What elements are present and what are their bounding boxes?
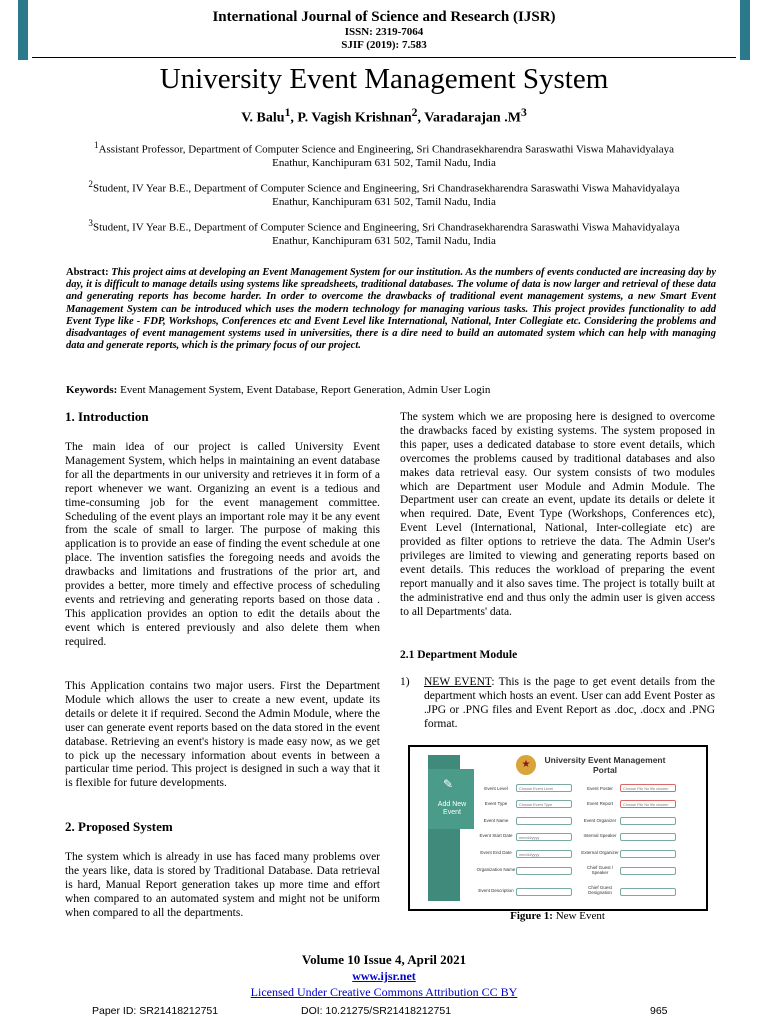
event-description-input: [516, 888, 572, 896]
journal-sjif: SJIF (2019): 7.583: [341, 39, 427, 51]
affiliation-line: Enathur, Kanchipuram 631 502, Tamil Nadu, India: [272, 234, 496, 247]
form-label: Event Poster: [587, 786, 613, 791]
internal-speaker-input: [620, 833, 676, 841]
form-label: Event Type: [484, 801, 508, 806]
abstract-label: Abstract:: [66, 267, 109, 278]
author-name: P. Vagish Krishnan: [297, 110, 412, 126]
form-label: Chief Guest Designation: [588, 885, 612, 895]
license-link[interactable]: Licensed Under Creative Commons Attribution CC BY: [250, 985, 518, 999]
author-list: [0, 106, 768, 127]
figure-caption-text: New Event: [555, 910, 605, 922]
keywords: [66, 384, 716, 396]
affiliation-line: Enathur, Kanchipuram 631 502, Tamil Nadu, India: [272, 156, 496, 169]
affiliation-number: 2: [88, 179, 93, 189]
paragraph: This Application contains two major users. First the Department Module which allows the user to create a new event, update its details or delete it if required. Second the Admin Module, where the user can generate event reports based on the data stored in the event database. Retrieving an event's history is made easy now, as we get to pick up the necessary information about events in between a particular time period. This project is designed in such a way that it is flexible for future developments.: [65, 680, 380, 790]
paragraph: The main idea of our project is called University Event Management System, which helps in maintaining an event database for all the departments in our university and retrieves it in form of a report whenever we want. Organizing an event is a tedious and time-consuming job for the event management committee. Scheduling of the event plays an important role may it be any event from the scale of small to larger. The purpose of making this application is to provide an ease of finding the event schedule at one place. The invention satisfies the foregoing needs and avoids the drawbacks and limitations and frustrations of the prior art, and provides a better, more timely and effective process of scheduling events and retrieving and generating reports based on those data . This application provides an option to edit the details about the event which is entered previously and also delete them when required.: [65, 441, 380, 648]
form-label: Chief Guest / Speaker: [586, 865, 614, 875]
event-level-select: Choose Event Level: [516, 784, 572, 792]
page-number: 965: [650, 1005, 668, 1017]
paragraph: The system which is already in use has faced many problems over the years like, data is stored by Traditional Database. Data retrieval is hard, Manual Report generation takes up more time and effort when compared to an automated system and might not be uniform when compared to all the departments.: [65, 851, 380, 919]
intro-paragraph-1: [65, 441, 380, 650]
keywords-text: Event Management System, Event Database, Report Generation, Admin User Login: [120, 384, 491, 396]
form-label: Internal Speaker: [583, 833, 617, 838]
form-label: Event Organizer: [583, 818, 617, 823]
event-name-input: [516, 817, 572, 825]
journal-name: International Journal of Science and Research (IJSR): [212, 9, 556, 25]
university-logo: ★: [516, 755, 536, 775]
proposed-system-heading: 2. Proposed System: [65, 819, 173, 834]
figure-caption-label: Figure 1:: [510, 910, 553, 922]
author-separator: ,: [417, 110, 425, 126]
affiliation-2: [60, 178, 708, 209]
intro-paragraph-2: [65, 680, 380, 791]
new-event-term: NEW EVENT: [424, 676, 492, 688]
author-affiliation-number: 2: [411, 106, 418, 119]
department-module-heading-block: [400, 649, 715, 663]
portal-title: University Event Management Portal: [544, 755, 666, 775]
form-label: Event Name: [483, 818, 509, 823]
affiliation-line: Student, IV Year B.E., Department of Computer Science and Engineering, Sri Chandrasekharendra Saraswathi Viswa Mahavidyalaya: [92, 182, 680, 195]
paragraph: The system which we are proposing here is designed to overcome the drawbacks faced by existing systems. The system proposed in this paper, uses a dedicated database to store event details, which overcomes the problems caused by traditional databases and also makes data retrieval easy. Our system consists of two modules which are Department user Module and Admin Module. The Department user can create an event, update its details or delete it when required. Date, Event Type (Workshops, Conferences etc), Event Level (International, National, Inter-collegiate etc) are provided as filter options to retrieve the data. The Admin User's privileges are limited to viewing and generating reports based on event details. This reduces the workload of preparing the event report manually and it also saves time. The project is totally built at the administrative end and thus only the admin user is given access to all Departments' data.: [400, 411, 715, 618]
form-label: Event Start Date: [479, 833, 513, 838]
new-event-screenshot: [408, 745, 708, 911]
event-organizer-input: [620, 817, 676, 825]
list-number: 1): [400, 676, 410, 688]
new-event-description: : This is the page to get event details from the department which hosts an event. User can add Event Poster as .JPG or .PNG files and Event Report as .doc, .docx and .PNG format.: [424, 676, 715, 730]
form-label: External Organizer: [581, 850, 619, 855]
event-poster-file-input: Choose File No file chosen: [620, 784, 676, 792]
paper-id: Paper ID: SR21418212751: [92, 1005, 219, 1017]
introduction-heading: 1. Introduction: [65, 409, 149, 424]
journal-issn: ISSN: 2319-7064: [344, 26, 424, 38]
chief-guest-input: [620, 867, 676, 875]
header-divider: [32, 57, 736, 58]
affiliation-3: [60, 217, 708, 248]
paper-title: University Event Management System: [159, 63, 609, 95]
keywords-label: Keywords:: [66, 384, 118, 396]
journal-header: [0, 8, 768, 52]
add-new-event-label: Add New Event: [437, 801, 467, 816]
edit-icon: ✎: [442, 777, 454, 791]
start-date-input: mm/dd/yyyy: [516, 833, 572, 841]
proposed-paragraph-1: [65, 851, 380, 921]
chief-guest-designation-input: [620, 888, 676, 896]
end-date-input: mm/dd/yyyy: [516, 850, 572, 858]
affiliation-line: Enathur, Kanchipuram 631 502, Tamil Nadu, India: [272, 195, 496, 208]
form-label: Event Report: [586, 801, 614, 806]
author-name: Varadarajan .M: [424, 110, 521, 126]
department-module-heading: 2.1 Department Module: [400, 649, 518, 661]
external-organizer-input: [620, 850, 676, 858]
affiliation-number: 3: [88, 218, 93, 228]
event-type-select: Choose Event Type: [516, 800, 572, 808]
proposed-paragraph-2: [400, 411, 715, 620]
author-affiliation-number: 1: [284, 106, 291, 119]
author-separator: ,: [290, 110, 298, 126]
form-label: Organization Name: [476, 867, 516, 872]
organization-name-input: [516, 867, 572, 875]
figure-caption: [400, 910, 715, 922]
author-affiliation-number: 3: [520, 106, 527, 119]
form-label: Event Description: [478, 888, 514, 893]
event-report-file-input: Choose File No file chosen: [620, 800, 676, 808]
intro-heading-block: [65, 410, 380, 424]
journal-url-link[interactable]: www.ijsr.net: [352, 969, 416, 983]
form-label: Event End Date: [480, 850, 512, 855]
list-item-body: [424, 676, 715, 732]
affiliation-1: [60, 139, 708, 170]
doi: DOI: 10.21275/SR21418212751: [301, 1005, 452, 1017]
abstract-text: This project aims at developing an Event Management System for our institution. As the numbers of events conducted are increasing day by day, it is difficult to manage details using systems like spreadsheets, traditional databases. The volume of data is now larger and retrieval of these data and generating reports has become harder. In order to overcome the drawbacks of traditional event management systems, a new Smart Event Management System can be introduced which uses the modern technology for managing various tasks. This project provides functionality to add Event Type like - FDP, Workshops, Conferences etc and Event Level like International, National, Inter Collegiate etc. Considering the problems and disadvantages of event management systems used in universities, there is a dire need to build an automated system which can help with managing data and generate reports, which is the primary focus of our project.: [66, 267, 716, 352]
author-name: V. Balu: [241, 110, 285, 126]
form-label: Event Level: [484, 786, 508, 791]
abstract: [66, 267, 716, 352]
affiliation-number: 1: [93, 140, 99, 150]
affiliation-line: Student, IV Year B.E., Department of Computer Science and Engineering, Sri Chandrasekharendra Saraswathi Viswa Mahavidyalaya: [92, 221, 680, 234]
proposed-heading-block: [65, 820, 380, 834]
volume-issue: Volume 10 Issue 4, April 2021: [301, 952, 467, 967]
affiliation-line: Assistant Professor, Department of Computer Science and Engineering, Sri Chandrasekharendra Saraswathi Viswa Mahavidyalaya: [98, 143, 674, 156]
